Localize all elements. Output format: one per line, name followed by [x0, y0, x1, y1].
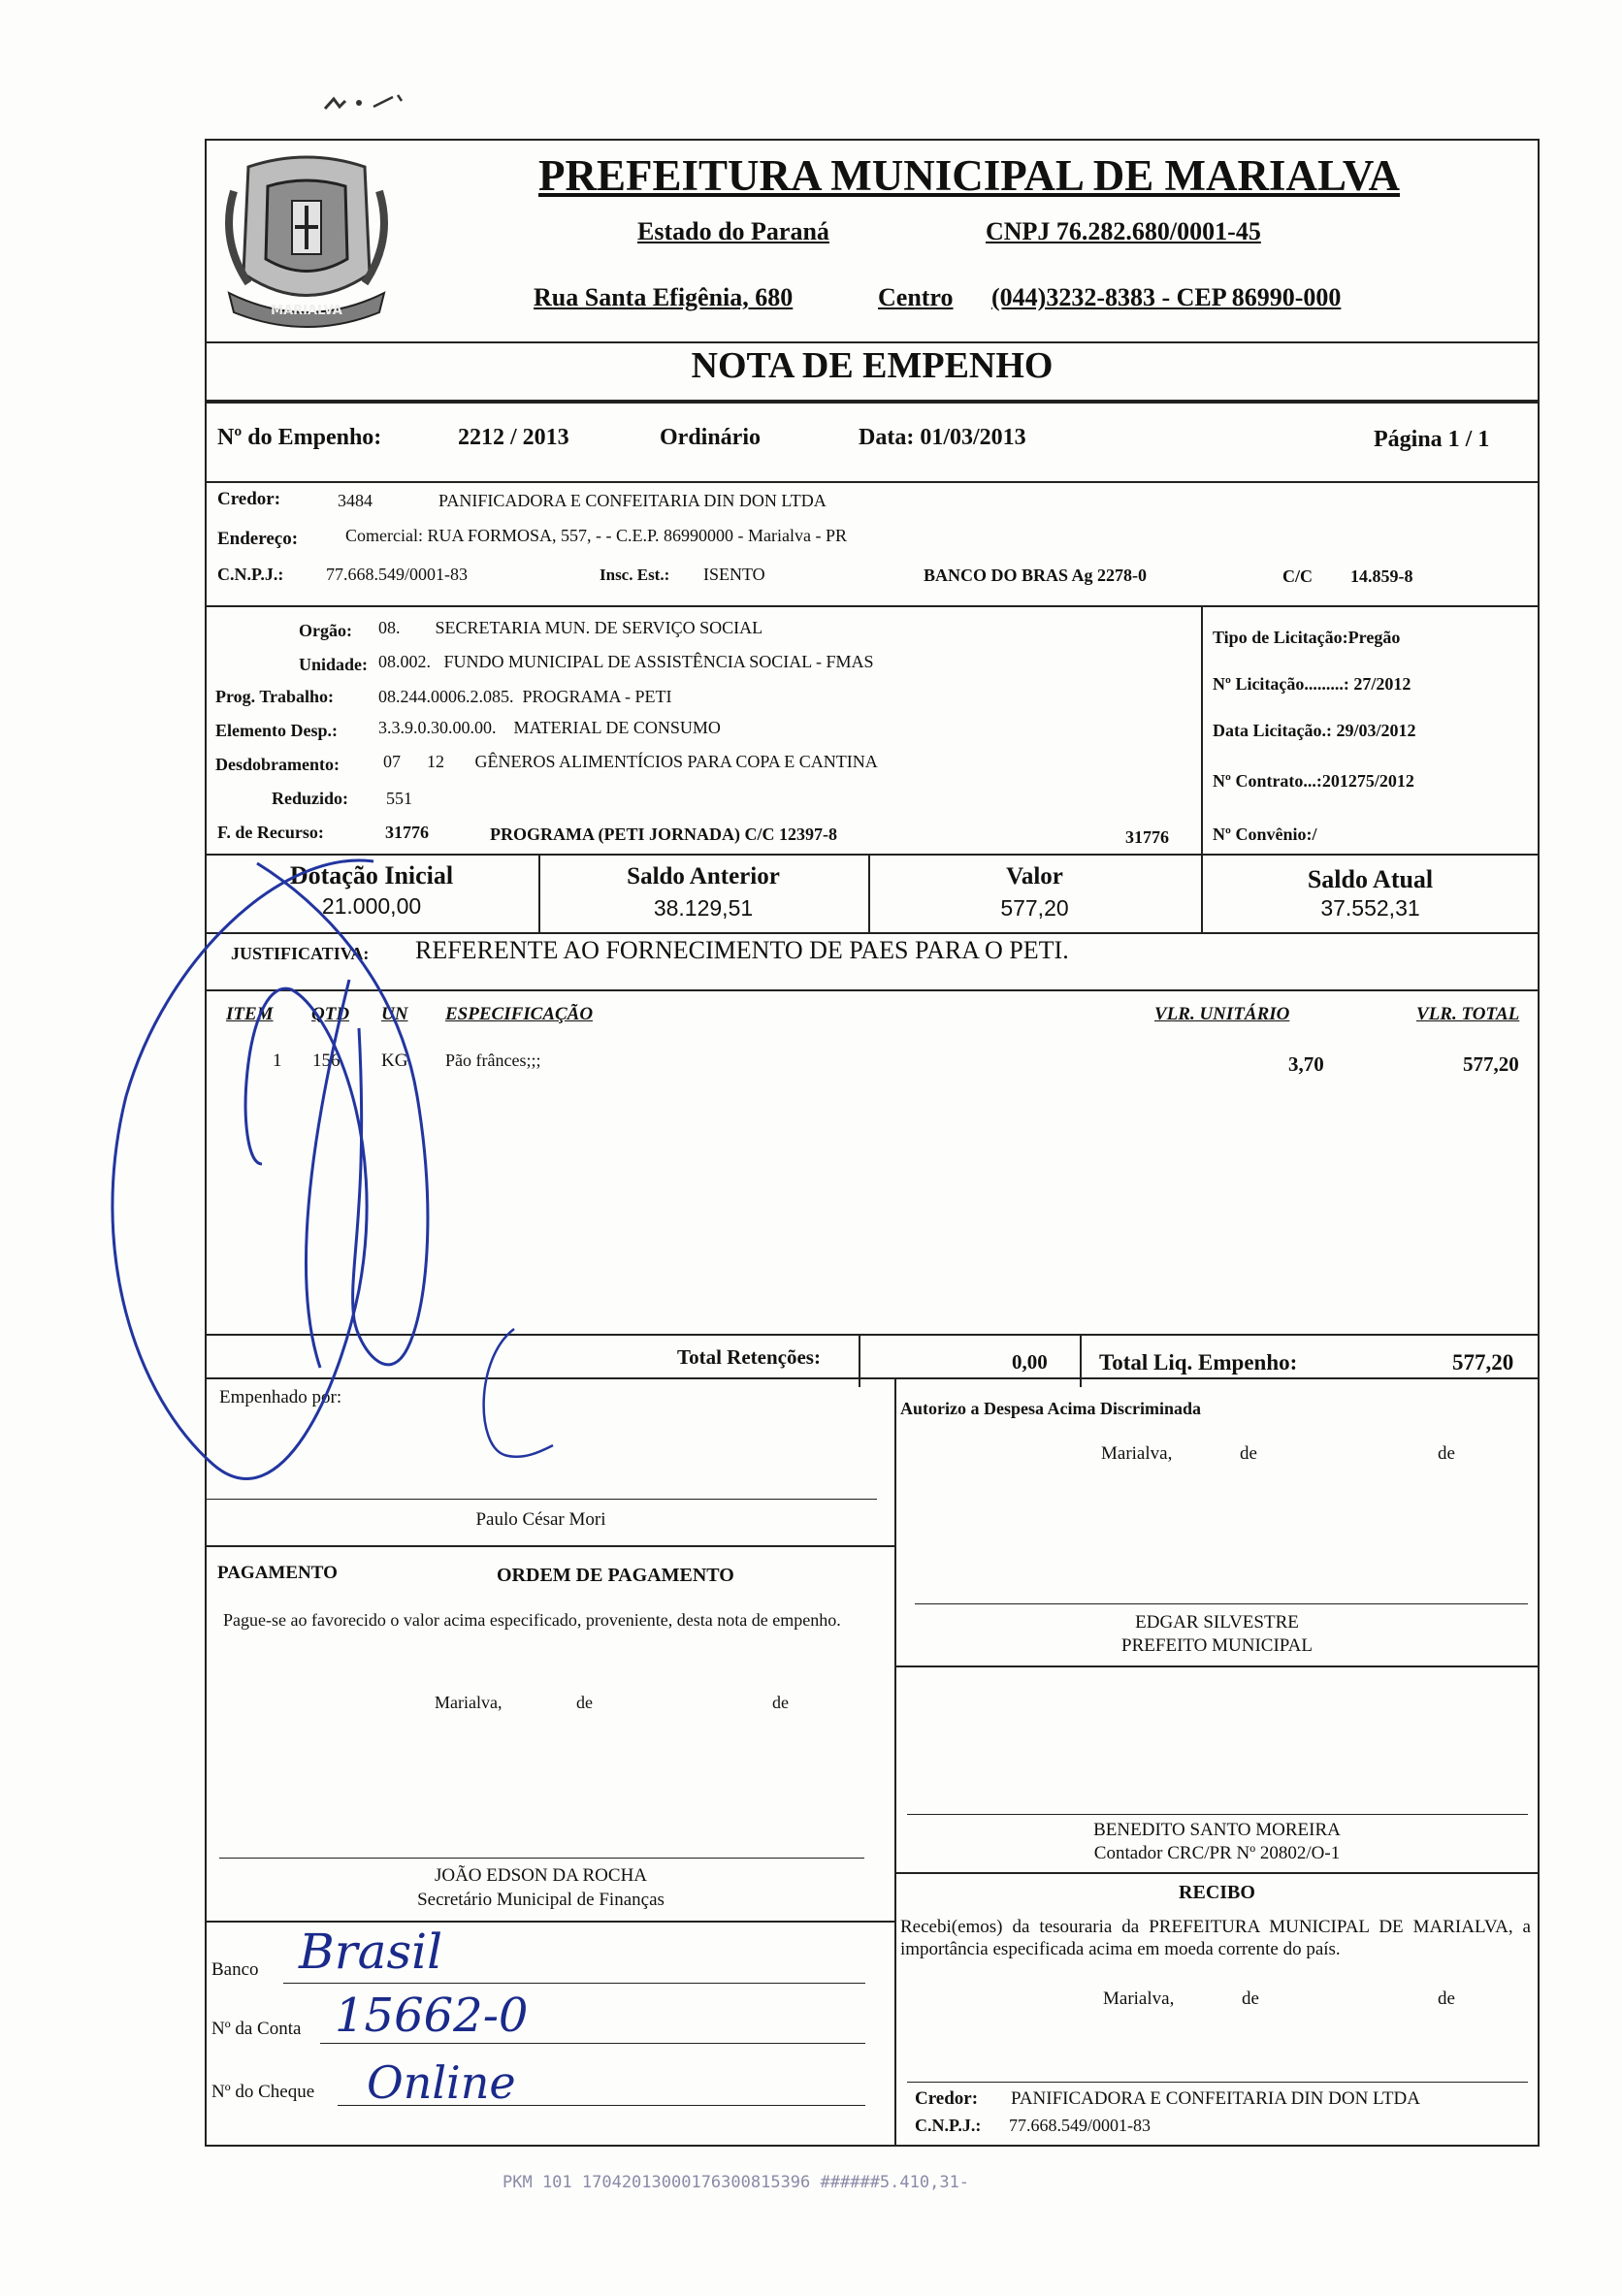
signature-line — [907, 1814, 1528, 1815]
contador-name: BENEDITO SANTO MOREIRA — [1093, 1820, 1341, 1840]
empenho-label: Nº do Empenho: — [217, 425, 382, 450]
pagamento-de1: de — [576, 1693, 593, 1712]
cheque-handwritten: Online — [367, 2056, 516, 2109]
pagamento-de2: de — [772, 1693, 789, 1712]
empenho-type: Ordinário — [660, 425, 762, 450]
col-header-un: UN — [381, 1004, 408, 1024]
divider — [205, 1545, 894, 1547]
recibo-de1: de — [1242, 1989, 1259, 2009]
cnpj-credor-label: C.N.P.J.: — [217, 565, 284, 584]
recibo-text: Recebi(emos) da tesouraria da PREFEITURA MUNICIPAL DE MARIALVA, a importância especificada acima em moeda corrente do país. — [900, 1917, 1531, 1959]
municipal-seal — [210, 147, 404, 341]
empenhado-name: Paulo César Mori — [475, 1509, 606, 1530]
credor-label: Credor: — [217, 489, 281, 509]
page-number: Página 1 / 1 — [1374, 427, 1490, 452]
insc-label: Insc. Est.: — [600, 566, 670, 584]
col-header-total: VLR. TOTAL — [1416, 1004, 1520, 1024]
row-spec: Pão frânces;;; — [445, 1051, 541, 1070]
cheque-label: Nº do Cheque — [211, 2082, 315, 2102]
justificativa-text: REFERENTE AO FORNECIMENTO DE PAES PARA O PETI. — [415, 936, 1069, 964]
divider — [894, 1872, 1540, 1874]
divider — [894, 1377, 896, 2147]
orgao-label: Orgão: — [299, 621, 352, 640]
pagamento-signer-name: JOÃO EDSON DA ROCHA — [434, 1865, 648, 1886]
row-total: 577,20 — [1463, 1052, 1519, 1076]
licitacao-data: Data Licitação.: 29/03/2012 — [1213, 721, 1416, 740]
empenho-date: Data: 01/03/2013 — [859, 425, 1026, 450]
recibo-cnpj-label: C.N.P.J.: — [915, 2116, 982, 2135]
pagamento-signer-role: Secretário Municipal de Finanças — [417, 1890, 665, 1910]
empenho-number: 2212 / 2013 — [458, 425, 569, 450]
credor-name: PANIFICADORA E CONFEITARIA DIN DON LTDA — [438, 491, 827, 510]
autorizo-de1: de — [1240, 1443, 1257, 1464]
saldo-anterior-label: Saldo Anterior — [627, 863, 780, 889]
blue-ink-zero-mark — [97, 844, 679, 1523]
address-label: Endereço: — [217, 529, 299, 549]
autorizo-label: Autorizo a Despesa Acima Discriminada — [900, 1399, 1201, 1418]
pagamento-label: PAGAMENTO — [217, 1563, 338, 1583]
dotacao-value: 21.000,00 — [321, 893, 422, 919]
empenhado-label: Empenhado por: — [219, 1387, 342, 1407]
credor-code: 3484 — [338, 491, 373, 510]
row-un: KG — [381, 1051, 408, 1071]
autorizo-place: Marialva, — [1101, 1443, 1173, 1464]
autorizo-signer-name: EDGAR SILVESTRE — [1135, 1612, 1299, 1633]
recibo-label: RECIBO — [1179, 1882, 1255, 1903]
prog-value: 08.244.0006.2.085. PROGRAMA - PETI — [378, 687, 672, 706]
unidade-value: 08.002. FUNDO MUNICIPAL DE ASSISTÊNCIA SOCIAL - FMAS — [378, 652, 874, 671]
cc-label: C/C — [1282, 566, 1313, 586]
recurso-code2: 31776 — [1125, 827, 1169, 847]
conta-handwritten: 15662-0 — [335, 1989, 529, 2043]
autorizo-de2: de — [1438, 1443, 1455, 1464]
corner-mark — [320, 87, 427, 116]
liq-value: 577,20 — [1452, 1350, 1514, 1374]
row-unit: 3,70 — [1288, 1052, 1324, 1076]
col-header-qtd: QTD — [311, 1004, 350, 1024]
recibo-place: Marialva, — [1103, 1989, 1175, 2009]
saldo-atual-label: Saldo Atual — [1307, 865, 1434, 893]
conta-line — [320, 2043, 865, 2044]
desdob-label: Desdobramento: — [215, 755, 340, 774]
bank-info: BANCO DO BRAS Ag 2278-0 — [924, 566, 1148, 585]
desdob-value: 07 12 GÊNEROS ALIMENTÍCIOS PARA COPA E CANTINA — [383, 752, 878, 771]
municipality-title: PREFEITURA MUNICIPAL DE MARIALVA — [538, 151, 1401, 200]
divider — [205, 481, 1540, 483]
justificativa-label: JUSTIFICATIVA: — [231, 944, 370, 963]
divider — [205, 605, 1540, 607]
ordem-label: ORDEM DE PAGAMENTO — [497, 1565, 734, 1586]
insc-value: ISENTO — [703, 565, 765, 584]
address-value: Comercial: RUA FORMOSA, 557, - - C.E.P. 86990000 - Marialva - PR — [345, 526, 847, 545]
unidade-label: Unidade: — [299, 655, 369, 674]
pagamento-place: Marialva, — [435, 1693, 503, 1712]
recurso-name: PROGRAMA (PETI JORNADA) C/C 12397-8 — [490, 825, 837, 844]
dotacao-label: Dotação Inicial — [289, 861, 454, 889]
cnpj-credor-value: 77.668.549/0001-83 — [326, 565, 468, 584]
recibo-credor-name: PANIFICADORA E CONFEITARIA DIN DON LTDA — [1011, 2088, 1420, 2109]
recurso-code: 31776 — [385, 823, 429, 842]
recibo-de2: de — [1438, 1989, 1455, 2009]
conta-label: Nº da Conta — [211, 2019, 302, 2039]
licitacao-convenio: Nº Convênio:/ — [1213, 825, 1317, 844]
row-qtd: 156 — [312, 1051, 341, 1071]
retencoes-label: Total Retenções: — [677, 1345, 821, 1369]
licitacao-numero: Nº Licitação.........: 27/2012 — [1213, 674, 1411, 694]
saldo-atual-value: 37.552,31 — [1320, 895, 1420, 921]
reduzido-label: Reduzido: — [272, 789, 349, 808]
banco-handwritten: Brasil — [299, 1924, 443, 1980]
divider — [894, 1665, 1540, 1667]
elemento-label: Elemento Desp.: — [215, 721, 338, 740]
reduzido-value: 551 — [386, 789, 412, 808]
pagamento-text: Pague-se ao favorecido o valor acima especificado, proveniente, desta nota de empenho. — [223, 1610, 841, 1630]
col-header-item: ITEM — [226, 1004, 274, 1024]
valor-label: Valor — [1006, 863, 1063, 889]
divider — [205, 400, 1540, 404]
signature-line — [219, 1858, 864, 1859]
autorizo-signer-role: PREFEITO MUNICIPAL — [1121, 1635, 1313, 1656]
saldo-anterior-value: 38.129,51 — [653, 895, 754, 921]
elemento-value: 3.3.9.0.30.00.00. MATERIAL DE CONSUMO — [378, 718, 721, 737]
row-item: 1 — [273, 1051, 282, 1071]
signature-line — [907, 2082, 1528, 2083]
street-label: Rua Santa Efigênia, 680 — [534, 283, 794, 311]
recurso-label: F. de Recurso: — [217, 823, 324, 842]
divider — [205, 1921, 894, 1923]
col-header-unit: VLR. UNITÁRIO — [1154, 1004, 1290, 1024]
cc-value: 14.859-8 — [1350, 566, 1413, 586]
prog-label: Prog. Trabalho: — [215, 687, 335, 706]
contador-role: Contador CRC/PR Nº 20802/O-1 — [1093, 1843, 1341, 1863]
cnpj-label: CNPJ 76.282.680/0001-45 — [986, 217, 1261, 245]
signature-line — [915, 1603, 1528, 1604]
divider — [205, 341, 1540, 343]
district-label: Centro — [878, 283, 954, 311]
retencoes-value: 0,00 — [1012, 1350, 1048, 1374]
liq-label: Total Liq. Empenho: — [1099, 1350, 1298, 1374]
recibo-credor-label: Credor: — [915, 2088, 979, 2109]
bank-processing-code: PKM 101 17042013000176300815396 ######5.410,31- — [503, 2173, 970, 2192]
banco-line — [283, 1983, 865, 1984]
col-header-spec: ESPECIFICAÇÃO — [445, 1004, 594, 1024]
licitacao-tipo: Tipo de Licitação:Pregão — [1213, 628, 1401, 647]
orgao-value: 08. SECRETARIA MUN. DE SERVIÇO SOCIAL — [378, 618, 763, 637]
phone-cep-label: (044)3232-8383 - CEP 86990-000 — [991, 283, 1342, 311]
doc-title: NOTA DE EMPENHO — [691, 345, 1054, 386]
valor-value: 577,20 — [1000, 895, 1069, 921]
svg-text:MARIALVA: MARIALVA — [271, 304, 342, 318]
banco-label: Banco — [211, 1959, 259, 1980]
state-label: Estado do Paraná — [637, 217, 829, 245]
licitacao-contrato: Nº Contrato...:201275/2012 — [1213, 771, 1414, 791]
recibo-cnpj-value: 77.668.549/0001-83 — [1009, 2116, 1151, 2135]
